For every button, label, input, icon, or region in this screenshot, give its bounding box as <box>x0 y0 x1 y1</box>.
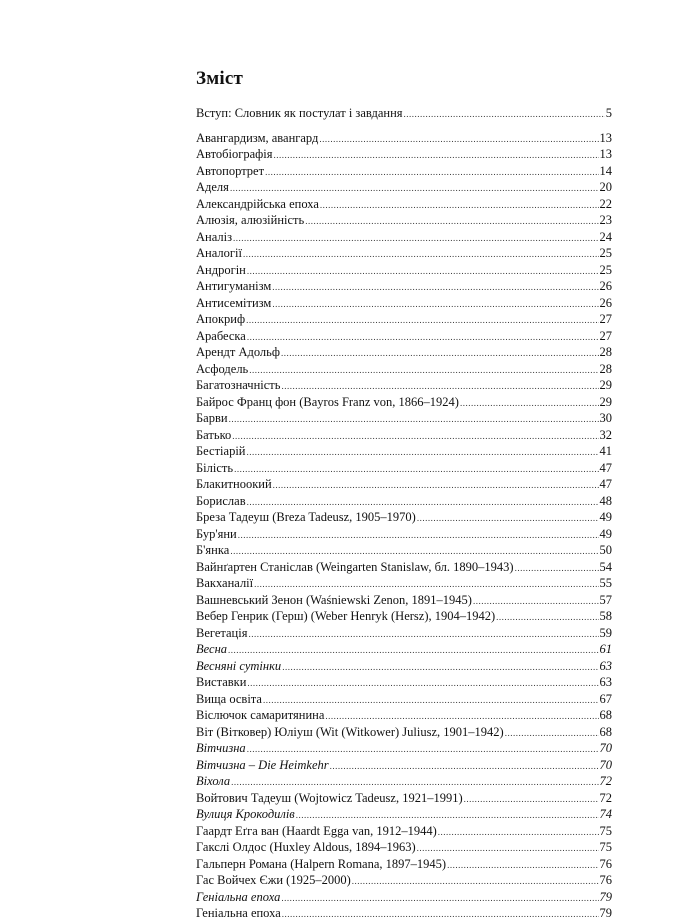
toc-entry[interactable] <box>196 394 612 411</box>
dot-leader <box>234 460 598 478</box>
toc-entry[interactable] <box>196 460 612 477</box>
dot-leader <box>263 691 599 709</box>
toc-entry[interactable] <box>196 344 612 361</box>
toc-entry[interactable] <box>196 691 612 708</box>
toc-entry-title: Автопортрет <box>196 163 265 178</box>
dot-leader <box>247 740 599 758</box>
toc-entry-page-number: 63 <box>599 675 612 689</box>
toc-entry-page-number: 70 <box>599 741 612 755</box>
toc-entry-title: Алюзія, алюзійність <box>196 213 305 227</box>
toc-entry[interactable] <box>196 592 612 609</box>
dot-leader <box>496 608 598 626</box>
toc-entry-page-number: 72 <box>599 790 612 805</box>
toc-entry-title: Вегетація <box>196 625 248 640</box>
toc-entry-page-number: 24 <box>599 229 612 244</box>
table-of-contents <box>196 105 612 922</box>
toc-entry[interactable] <box>196 740 612 757</box>
toc-entry-title: Аналогії <box>196 246 242 260</box>
toc-entry[interactable] <box>196 806 612 823</box>
dot-leader <box>230 542 598 560</box>
toc-entry-page-number: 47 <box>599 460 612 475</box>
toc-entry-page-number: 29 <box>599 378 612 392</box>
toc-entry[interactable] <box>196 823 612 840</box>
toc-entry-page-number: 5 <box>605 106 612 120</box>
toc-entry-page-number: 26 <box>599 279 612 293</box>
dot-leader <box>417 839 599 857</box>
toc-entry[interactable] <box>196 707 612 724</box>
dot-leader <box>464 790 599 808</box>
toc-entry-page-number: 76 <box>599 856 612 871</box>
toc-entry-page-number: 76 <box>599 873 612 887</box>
dot-leader <box>281 889 598 907</box>
toc-entry[interactable] <box>196 625 612 642</box>
toc-entry-page-number: 70 <box>599 757 612 772</box>
toc-entry[interactable] <box>196 476 612 493</box>
toc-entry-page-number: 32 <box>599 427 612 442</box>
toc-entry-title: Віт (Вітковер) Юліуш (Wit (Witkower) Juliusz, 1901–1942) <box>196 724 504 739</box>
toc-entry-title: Вебер Генрик (Герш) (Weber Henryk (Hersz), 1904–1942) <box>196 609 496 623</box>
toc-entry[interactable] <box>196 790 612 807</box>
dot-leader <box>272 295 598 313</box>
toc-entry[interactable] <box>196 179 612 196</box>
toc-entry-page-number: 49 <box>599 526 612 541</box>
toc-entry-title: Барви <box>196 411 228 425</box>
toc-entry-title: Віхола <box>196 774 231 788</box>
dot-leader <box>417 509 599 527</box>
toc-entry[interactable] <box>196 575 612 592</box>
toc-entry[interactable] <box>196 889 612 906</box>
dot-leader <box>473 592 599 610</box>
toc-entry-title: Вступ: Словник як постулат і завдання <box>196 106 403 120</box>
toc-entry[interactable] <box>196 559 612 576</box>
dot-leader <box>330 757 599 775</box>
toc-entry[interactable] <box>196 658 612 675</box>
toc-entry[interactable] <box>196 493 612 510</box>
dot-leader <box>272 278 598 296</box>
toc-entry[interactable] <box>196 295 612 312</box>
toc-entry-title: Бреза Тадеуш (Breza Tadeusz, 1905–1970) <box>196 510 416 524</box>
toc-entry[interactable] <box>196 674 612 691</box>
toc-entry[interactable] <box>196 509 612 526</box>
toc-entry-page-number: 79 <box>599 889 612 904</box>
toc-entry-page-number: 68 <box>599 708 612 722</box>
toc-entry-title: Андрогін <box>196 262 246 277</box>
toc-entry-page-number: 27 <box>599 328 612 343</box>
dot-leader <box>230 179 599 197</box>
toc-entry[interactable] <box>196 262 612 279</box>
toc-entry[interactable] <box>196 196 612 213</box>
dot-leader <box>274 146 599 164</box>
toc-entry[interactable] <box>196 905 612 922</box>
toc-entry[interactable] <box>196 410 612 427</box>
toc-entry[interactable] <box>196 278 612 295</box>
toc-entry[interactable] <box>196 773 612 790</box>
toc-entry-title: Гакслі Олдос (Huxley Aldous, 1894–1963) <box>196 840 416 854</box>
toc-entry-page-number: 25 <box>599 262 612 277</box>
toc-entry-page-number: 63 <box>599 658 612 673</box>
dot-leader <box>404 105 605 123</box>
dot-leader <box>305 212 598 230</box>
dot-leader <box>296 806 599 824</box>
dot-leader <box>228 641 598 659</box>
toc-entry-page-number: 75 <box>599 823 612 838</box>
toc-entry-title: Антисемітизм <box>196 295 272 310</box>
toc-entry-title: Гаардт Еґга ван (Haardt Egga van, 1912–1944) <box>196 823 437 838</box>
toc-entry-page-number: 67 <box>599 691 612 706</box>
toc-entry-title: Вища освіта <box>196 691 262 706</box>
dot-leader <box>282 658 598 676</box>
toc-entry-page-number: 26 <box>599 295 612 310</box>
dot-leader <box>248 625 598 643</box>
dot-leader <box>282 905 599 923</box>
dot-leader <box>352 872 599 890</box>
dot-leader <box>325 707 598 725</box>
toc-entry-title: Весняні сутінки <box>196 658 282 673</box>
dot-leader <box>247 674 598 692</box>
toc-entry-page-number: 30 <box>599 411 612 425</box>
dot-leader <box>249 361 598 379</box>
dot-leader <box>246 443 598 461</box>
dot-leader <box>320 196 599 214</box>
toc-entry[interactable] <box>196 641 612 658</box>
toc-entry[interactable] <box>196 724 612 741</box>
toc-entry[interactable] <box>196 443 612 460</box>
toc-entry-page-number: 47 <box>599 477 612 491</box>
toc-entry-title: Арабеска <box>196 328 246 343</box>
toc-entry-title: Войтович Тадеуш (Wojtowicz Tadeusz, 1921–1991) <box>196 790 463 805</box>
toc-entry-title: Арендт Адольф <box>196 345 280 359</box>
dot-leader <box>247 262 599 280</box>
toc-entry-title: Автобіографія <box>196 147 273 161</box>
toc-entry[interactable] <box>196 427 612 444</box>
toc-entry-title: Геніальна епоха <box>196 906 281 920</box>
toc-entry-page-number: 20 <box>599 180 612 194</box>
toc-entry-title: Александрійська епоха <box>196 196 319 211</box>
toc-entry-title: Вітчизна – Die Heimkehr <box>196 757 329 772</box>
toc-entry-title: Бур'яни <box>196 526 237 541</box>
toc-entry[interactable] <box>196 245 612 262</box>
dot-leader <box>238 526 599 544</box>
dot-leader <box>273 476 599 494</box>
toc-entry-page-number: 75 <box>599 840 612 854</box>
toc-entry-title: Вулиця Крокодилів <box>196 807 295 821</box>
toc-entry-page-number: 14 <box>599 163 612 178</box>
toc-entry-page-number: 55 <box>599 576 612 590</box>
toc-entry-title: Виставки <box>196 675 247 689</box>
toc-entry-page-number: 59 <box>599 625 612 640</box>
toc-entry-title: Б'янка <box>196 543 230 557</box>
dot-leader <box>231 773 598 791</box>
toc-entry-page-number: 58 <box>599 609 612 623</box>
dot-leader <box>247 493 599 511</box>
dot-leader <box>281 377 598 395</box>
toc-entry-page-number: 74 <box>599 807 612 821</box>
dot-leader <box>243 245 599 263</box>
toc-entry-page-number: 54 <box>599 559 612 574</box>
toc-entry-page-number: 22 <box>599 196 612 211</box>
toc-entry-title: Блакитноокий <box>196 477 272 491</box>
toc-entry-title: Весна <box>196 642 228 656</box>
toc-entry-title: Віслючок самаритянина <box>196 708 325 722</box>
toc-entry-page-number: 13 <box>599 130 612 145</box>
toc-entry-title: Аналіз <box>196 229 233 244</box>
toc-entry-title: Борислав <box>196 493 246 508</box>
dot-leader <box>438 823 599 841</box>
toc-entry-page-number: 50 <box>599 543 612 557</box>
toc-entry[interactable] <box>196 856 612 873</box>
toc-entry-page-number: 72 <box>599 774 612 788</box>
toc-entry-page-number: 27 <box>599 312 612 326</box>
toc-entry-title: Авангардизм, авангард <box>196 130 319 145</box>
toc-entry-page-number: 25 <box>599 246 612 260</box>
toc-entry[interactable] <box>196 839 612 856</box>
toc-entry[interactable] <box>196 757 612 774</box>
dot-leader <box>515 559 599 577</box>
toc-entry-title: Антигуманізм <box>196 279 272 293</box>
dot-leader <box>233 229 598 247</box>
toc-entry[interactable] <box>196 377 612 394</box>
toc-entry-page-number: 61 <box>599 642 612 656</box>
dot-leader <box>447 856 598 874</box>
toc-entry-title: Багатозначність <box>196 378 281 392</box>
toc-entry[interactable] <box>196 229 612 246</box>
toc-entry-page-number: 48 <box>599 493 612 508</box>
toc-entry-page-number: 68 <box>599 724 612 739</box>
toc-entry-title: Бестіарій <box>196 444 246 458</box>
toc-entry-page-number: 49 <box>599 510 612 524</box>
toc-entry-title: Батько <box>196 427 232 442</box>
toc-entry[interactable] <box>196 212 612 229</box>
toc-entry[interactable] <box>196 163 612 180</box>
toc-entry-title: Асфодель <box>196 361 249 376</box>
toc-entry[interactable] <box>196 361 612 378</box>
toc-entry-title: Геніальна епоха <box>196 889 281 904</box>
toc-entry-page-number: 28 <box>599 361 612 376</box>
toc-entry[interactable] <box>196 526 612 543</box>
toc-entry-title: Байрос Франц фон (Bayros Franz von, 1866–1924) <box>196 394 459 409</box>
toc-entry-title: Вакханалії <box>196 576 254 590</box>
dot-leader <box>319 130 598 148</box>
toc-entry-title: Білість <box>196 460 234 475</box>
toc-entry[interactable] <box>196 608 612 625</box>
toc-entry-page-number: 13 <box>599 147 612 161</box>
toc-entry-title: Вайнґартен Станіслав (Weingarten Stanislaw, бл. 1890–1943) <box>196 559 514 574</box>
toc-entry-title: Апокриф <box>196 312 246 326</box>
toc-entry[interactable] <box>196 311 612 328</box>
toc-entry-title: Гальперн Романа (Halpern Romana, 1897–1945) <box>196 856 447 871</box>
dot-leader <box>254 575 598 593</box>
dot-leader <box>247 328 599 346</box>
toc-entry[interactable] <box>196 872 612 889</box>
toc-entry[interactable] <box>196 130 612 147</box>
dot-leader <box>265 163 598 181</box>
dot-leader <box>232 427 598 445</box>
toc-entry-page-number: 29 <box>599 394 612 409</box>
toc-entry-page-number: 41 <box>599 444 612 458</box>
page-title: Зміст <box>196 68 244 89</box>
dot-leader <box>281 344 599 362</box>
toc-entry-page-number: 79 <box>599 906 612 920</box>
toc-entry[interactable] <box>196 542 612 559</box>
dot-leader <box>229 410 599 428</box>
toc-entry-title: Гас Войчех Єжи (1925–2000) <box>196 873 351 887</box>
toc-entry[interactable] <box>196 146 612 163</box>
dot-leader <box>505 724 599 742</box>
toc-entry-intro[interactable] <box>196 105 612 122</box>
toc-entry-title: Вітчизна <box>196 741 246 755</box>
toc-entry-page-number: 23 <box>599 213 612 227</box>
toc-entry[interactable] <box>196 328 612 345</box>
toc-entry-page-number: 28 <box>599 345 612 359</box>
toc-entry-title: Аделя <box>196 180 229 194</box>
dot-leader <box>460 394 599 412</box>
toc-entry-title: Вашневський Зенон (Waśniewski Zenon, 1891–1945) <box>196 592 472 607</box>
dot-leader <box>246 311 598 329</box>
toc-entry-page-number: 57 <box>599 592 612 607</box>
